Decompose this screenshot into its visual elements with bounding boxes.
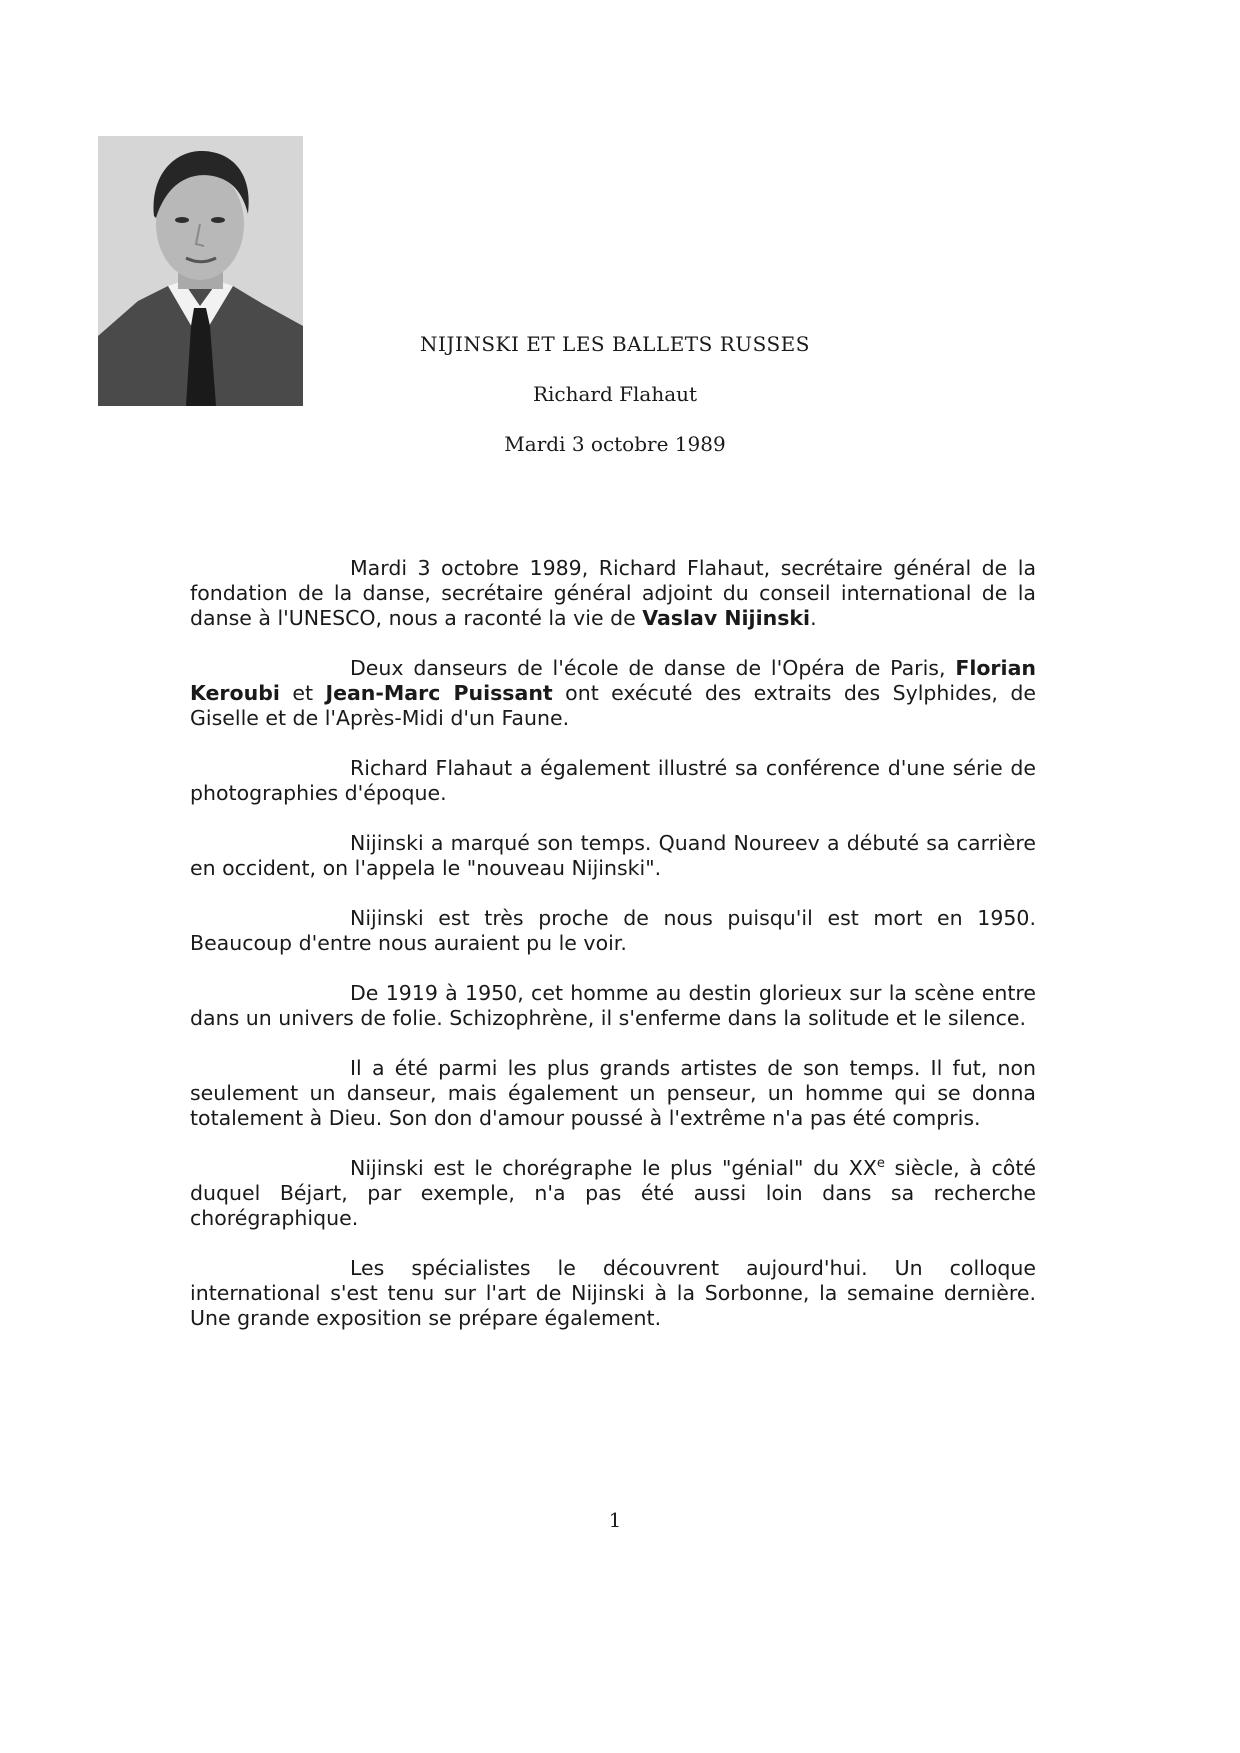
paragraph-3: Richard Flahaut a également illustré sa conférence d'une série de photographies d'époque. [190, 756, 1036, 805]
century-superscript: e [876, 1156, 885, 1172]
paragraph-6: De 1919 à 1950, cet homme au destin glorieux sur la scène entre dans un univers de folie. Schizophrène, il s'enferme dans la solitude et le silence. [190, 981, 1036, 1030]
page-number: 1 [608, 1508, 622, 1532]
paragraph-9: Les spécialistes le découvrent aujourd'hui. Un colloque international s'est tenu sur l'art de Nijinski à la Sorbonne, la semaine dernière. Une grande exposition se prépare également. [190, 1256, 1036, 1330]
paragraph-1: Mardi 3 octobre 1989, Richard Flahaut, secrétaire général de la fondation de la danse, secrétaire général adjoint du conseil international de la danse à l'UNESCO, nous a raconté la vie de Vaslav Nijinski. [190, 556, 1036, 630]
event-date: Mardi 3 octobre 1989 [504, 432, 726, 456]
author-portrait-photo [98, 136, 303, 406]
paragraph-8: Nijinski est le chorégraphe le plus "génial" du XXe siècle, à côté duquel Béjart, par exemple, n'a pas été aussi loin dans sa recherche chorégraphique. [190, 1156, 1036, 1230]
paragraph-2: Deux danseurs de l'école de danse de l'Opéra de Paris, Florian Keroubi et Jean-Marc Puissant ont exécuté des extraits des Sylphides, de Giselle et de l'Après-Midi d'un Faune. [190, 656, 1036, 730]
paragraph-4: Nijinski a marqué son temps. Quand Noureev a débuté sa carrière en occident, on l'appela le "nouveau Nijinski". [190, 831, 1036, 880]
paragraph-7: Il a été parmi les plus grands artistes de son temps. Il fut, non seulement un danseur, mais également un penseur, un homme qui se donna totalement à Dieu. Son don d'amour poussé à l'extrême n'a pas été compris. [190, 1056, 1036, 1130]
paragraph-5: Nijinski est très proche de nous puisqu'il est mort en 1950. Beaucoup d'entre nous auraient pu le voir. [190, 906, 1036, 955]
author-name: Richard Flahaut [532, 382, 698, 406]
document-title: NIJINSKI ET LES BALLETS RUSSES [420, 332, 810, 356]
article-body [190, 556, 1036, 1356]
